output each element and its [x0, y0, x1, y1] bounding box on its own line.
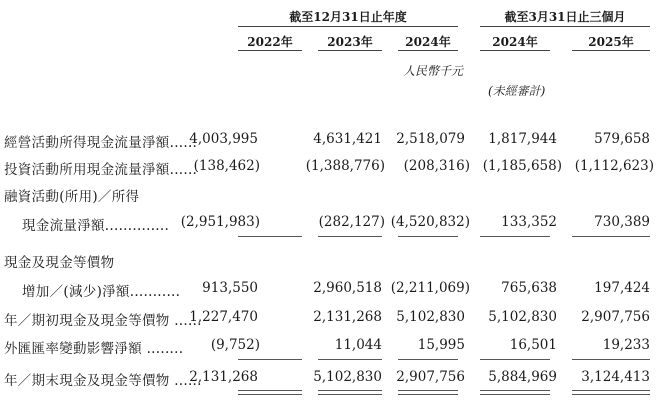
cell-value: (2,211,069) — [390, 280, 470, 296]
total-top-rule — [398, 359, 458, 360]
cell-value: 133,352 — [501, 214, 557, 230]
year-header-rule — [318, 50, 382, 51]
row-label: 投資活動所用現金流量淨額...... — [4, 162, 198, 178]
year-header: 2023年 — [327, 35, 373, 49]
unaudited-note: (未經審計) — [488, 84, 546, 98]
cell-value: 913,550 — [202, 280, 258, 296]
cell-value: (1,388,776) — [305, 158, 385, 174]
cell-value: (282,127) — [318, 214, 385, 230]
year-header: 2025年 — [588, 35, 634, 49]
cell-value: 5,102,830 — [313, 369, 382, 385]
row-label: 外匯匯率變動影響淨額 ........ — [4, 341, 184, 357]
header-group-quarter-rule — [480, 26, 650, 27]
cell-value: 2,131,268 — [313, 309, 382, 325]
header-group-annual: 截至12月31日止年度 — [289, 10, 407, 24]
cell-value: 4,631,421 — [313, 131, 382, 147]
row-label: 年／期初現金及現金等價物 ...... — [4, 313, 202, 329]
cell-value: 3,124,413 — [581, 369, 650, 385]
row-label: 增加／(減少)淨額........... — [22, 284, 181, 300]
subtotal-rule — [572, 236, 650, 237]
row-label: 經營活動所得現金流量淨額...... — [4, 135, 198, 151]
subtotal-rule — [398, 236, 458, 237]
cell-value: (138,462) — [193, 158, 260, 174]
year-header: 2024年 — [492, 35, 538, 49]
year-header-rule — [398, 50, 458, 51]
year-header-rule — [480, 50, 550, 51]
cell-value: (4,520,832) — [390, 214, 470, 230]
total-top-rule — [318, 359, 382, 360]
row-label: 融資活動(所用)／所得 — [4, 189, 140, 205]
cell-value: (208,316) — [403, 158, 470, 174]
total-top-rule — [238, 359, 302, 360]
year-header-rule — [572, 50, 650, 51]
year-header: 2024年 — [405, 35, 451, 49]
cell-value: 1,227,470 — [189, 309, 258, 325]
cell-value: (2,951,983) — [180, 214, 260, 230]
subtotal-rule — [238, 236, 302, 237]
cell-value: 1,817,944 — [488, 131, 557, 147]
total-double-rule — [480, 390, 550, 395]
total-top-rule — [572, 359, 650, 360]
cell-value: (9,752) — [210, 337, 260, 353]
header-group-quarter: 截至3月31日止三個月 — [504, 10, 626, 24]
subtotal-rule — [318, 236, 382, 237]
cell-value: 2,960,518 — [313, 280, 382, 296]
total-double-rule — [238, 390, 302, 395]
row-label: 年／期末現金及現金等價物 ...... — [4, 373, 202, 389]
cell-value: 11,044 — [334, 337, 382, 353]
cell-value: (1,185,658) — [482, 158, 562, 174]
cell-value: 4,003,995 — [189, 131, 258, 147]
cell-value: 15,995 — [417, 337, 465, 353]
cell-value: (1,112,623) — [574, 158, 654, 174]
cell-value: 16,501 — [509, 337, 557, 353]
total-double-rule — [318, 390, 382, 395]
cell-value: 19,233 — [602, 337, 650, 353]
cell-value: 5,102,830 — [396, 309, 465, 325]
cell-value: 765,638 — [501, 280, 557, 296]
total-double-rule — [398, 390, 458, 395]
cell-value: 2,131,268 — [189, 369, 258, 385]
cell-value: 2,518,079 — [396, 131, 465, 147]
unit-note: 人民幣千元 — [403, 64, 464, 78]
cell-value: 2,907,756 — [396, 369, 465, 385]
total-double-rule — [572, 390, 650, 395]
row-label: 現金及現金等價物 — [4, 255, 115, 271]
cell-value: 730,389 — [594, 214, 650, 230]
cell-value: 2,907,756 — [581, 309, 650, 325]
cell-value: 5,884,969 — [488, 369, 557, 385]
cell-value: 5,102,830 — [488, 309, 557, 325]
subtotal-rule — [480, 236, 550, 237]
year-header-rule — [238, 50, 302, 51]
cell-value: 197,424 — [594, 280, 650, 296]
header-group-annual-rule — [238, 26, 458, 27]
cell-value: 579,658 — [594, 131, 650, 147]
row-label: 現金流量淨額.............. — [22, 218, 170, 234]
year-header: 2022年 — [247, 35, 293, 49]
total-top-rule — [480, 359, 550, 360]
